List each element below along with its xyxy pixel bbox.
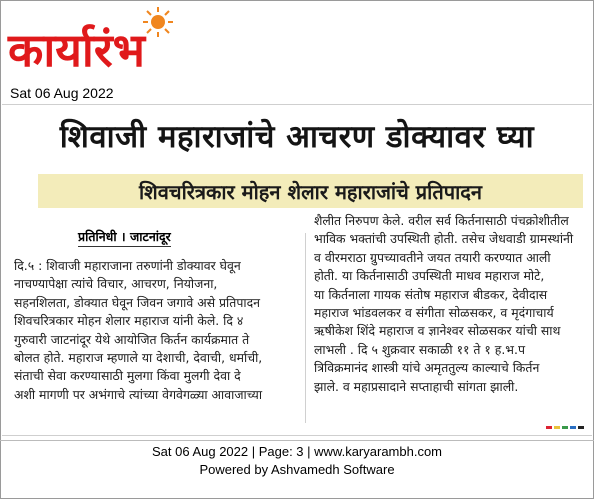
text-line: त्रिविक्रमानंद शास्त्री यांचे अमृततुल्य काल्याचे किर्तन (314, 360, 540, 376)
sun-icon (143, 7, 173, 37)
text-line: होती. या किर्तनासाठी उपस्थिती माधव महाराज मोटे, (314, 268, 545, 284)
text-line: झाले. व महाप्रसादाने सप्ताहाची सांगता झाली. (314, 378, 519, 394)
text-line: या किर्तनाला गायक संतोष महाराज बीडकर, देवीदास (314, 286, 548, 302)
text-line: शिवचरित्रकार मोहन शेलार महाराज यांनी केले. दि ४ (14, 313, 244, 329)
karyarambh-logo (6, 4, 206, 82)
logo-wordmark: कार्यारंभ (8, 23, 145, 77)
footer-powered-by: Powered by Ashvamedh Software (199, 462, 395, 477)
footer-page-info: Sat 06 Aug 2022 | Page: 3 | www.karyarambh.com (151, 444, 443, 459)
article-subheadline: शिवचरित्रकार मोहन शेलार महाराजांचे प्रतिपादन (138, 180, 482, 204)
publication-date: Sat 06 Aug 2022 (10, 85, 114, 101)
article-headline: शिवाजी महाराजांचे आचरण डोक्यावर घ्या (59, 119, 535, 155)
text-line: बोलत होते. महाराज म्हणाले या देशाची, देवाची, धर्माची, (14, 350, 263, 366)
text-line: भाविक भक्तांची उपस्थिती होती. तसेच जेधवाडी ग्रामस्थांनी (314, 231, 574, 247)
text-line: नाचण्यापेक्षा त्यांचे विचार, आचरण, नियोजना, (14, 276, 218, 292)
footer-divider (0, 440, 594, 441)
text-line: महाराज भांडवलकर व संगीता सोळसकर, व मृदंगाचार्य (314, 305, 554, 321)
news-clipping (2, 104, 592, 436)
text-line: सहनशिलता, डोक्यात घेवून जिवन जगावे असे प्रतिपादन (14, 294, 261, 310)
article-byline: प्रतिनिधी । जाटनांदूर (78, 228, 171, 247)
column-divider (305, 233, 306, 423)
article-column-left (14, 257, 302, 404)
text-line: अशी मागणी पर अभंगाचे त्यांच्या वेगवेगळ्या आवाजाच्या (14, 386, 263, 402)
text-line: शैलीत निरुपण केले. वरील सर्व किर्तनासाठी पंचक्रोशीतील (314, 213, 569, 228)
text-line: लाभली . दि ५ शुक्रवार सकाळी ११ ते १ ह.भ.प (314, 341, 525, 357)
text-line: व वीरमराठा ग्रुपच्यावतीने जयत तयारी करण्यात आली (314, 249, 551, 265)
text-line: दि.५ : शिवाजी महाराजाना तरुणांनी डोक्यावर घेवून (14, 258, 241, 273)
article-column-right (314, 212, 589, 396)
text-line: ऋषीकेश शिंदे महाराज व ज्ञानेश्वर सोळसकर यांची साथ (314, 323, 561, 339)
text-line: संताची सेवा करण्यासाठी मुलगा किंवा मुलगी देवा दे (14, 368, 241, 384)
print-color-bar (546, 426, 584, 429)
text-line: गुरुवारी जाटनांदूर येथे आयोजित किर्तन कार्यक्रमात ते (14, 331, 250, 347)
